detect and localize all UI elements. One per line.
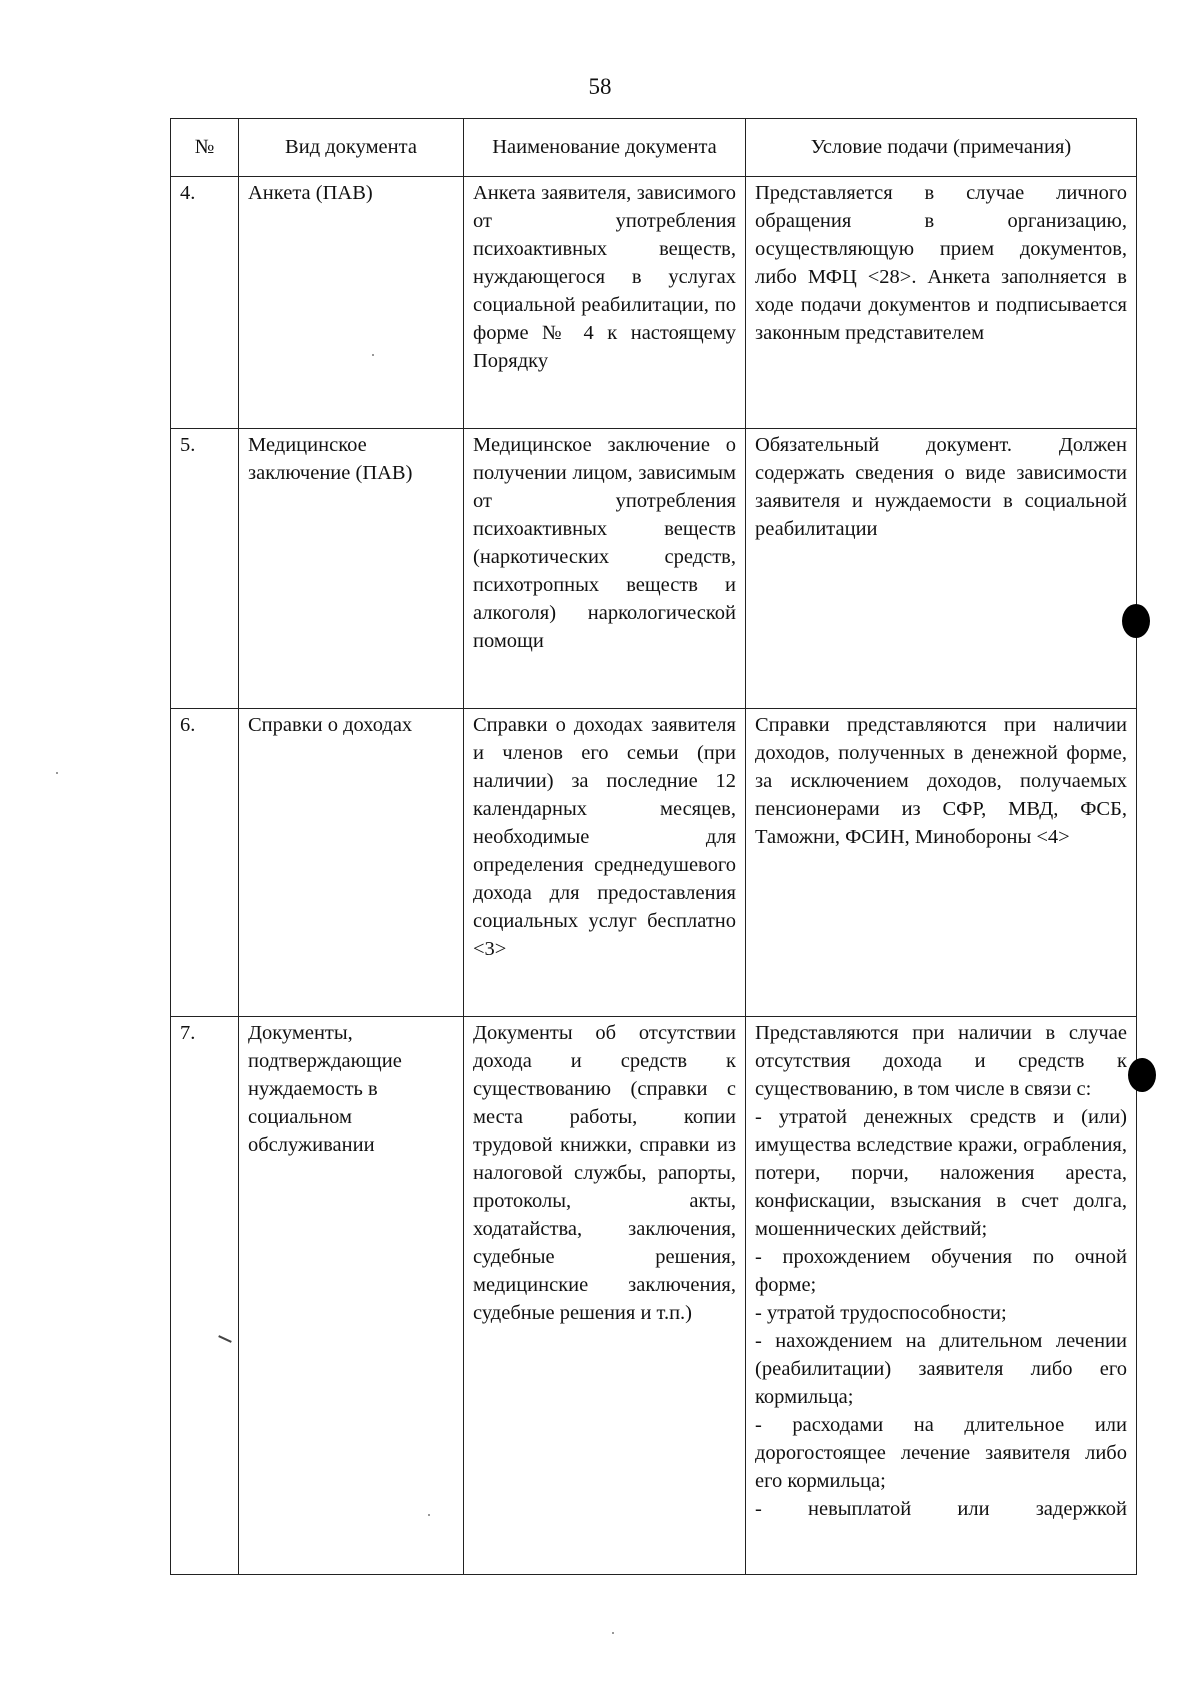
row-name: Анкета заявителя, зависимого от употребления психоактивных веществ, нуждающегося в услугах социальной реабилитации, по форме № 4 к настоящему Порядку <box>464 177 746 429</box>
header-name: Наименование документа <box>464 119 746 177</box>
row-num: 6. <box>171 709 239 1017</box>
row-name: Документы об отсутствии дохода и средств к существованию (справки с места работы, копии трудовой книжки, справки из налоговой службы, рапорты, протоколы, акты, ходатайства, заключения, судебные решения, медицинские заключения, судебные решения и т.п.) <box>464 1017 746 1575</box>
table-row <box>171 709 1137 1017</box>
condition-line: - прохождением обучения по очной форме; <box>755 1246 1127 1296</box>
punch-hole-mark <box>1128 1058 1156 1092</box>
condition-line: Представляются при наличии в случае отсутствия дохода и средств к существованию, в том числе в связи с: <box>755 1022 1127 1100</box>
condition-line: - невыплатой или задержкой <box>755 1498 1127 1520</box>
row-condition: Обязательный документ. Должен содержать сведения о виде зависимости заявителя и нуждаемости в социальной реабилитации <box>746 429 1137 709</box>
table-row <box>171 177 1137 429</box>
condition-line: - утратой денежных средств и (или) имущества вследствие кражи, ограбления, потери, порчи, наложения ареста, конфискации, взыскания в счет долга, мошеннических действий; <box>755 1106 1127 1240</box>
row-condition <box>746 1017 1137 1575</box>
header-kind: Вид документа <box>239 119 464 177</box>
row-condition: Представляется в случае личного обращения в организацию, осуществляющую прием документов, либо МФЦ <28>. Анкета заполняется в ходе подачи документов и подписывается законным представителем <box>746 177 1137 429</box>
row-condition: Справки представляются при наличии доходов, полученных в денежной форме, за исключением доходов, получаемых пенсионерами из СФР, МВД, ФСБ, Таможни, ФСИН, Минобороны <4> <box>746 709 1137 1017</box>
row-kind: Анкета (ПАВ) <box>239 177 464 429</box>
scan-speck <box>56 772 58 774</box>
scan-speck <box>372 354 374 356</box>
condition-line: - расходами на длительное или дорогостоящее лечение заявителя либо его кормильца; <box>755 1414 1127 1492</box>
header-num: № <box>171 119 239 177</box>
row-name: Справки о доходах заявителя и членов его семьи (при наличии) за последние 12 календарных месяцев, необходимые для определения среднедушевого дохода для предоставления социальных услуг бесплатно <3> <box>464 709 746 1017</box>
punch-hole-mark <box>1122 604 1150 638</box>
row-kind: Медицинское заключение (ПАВ) <box>239 429 464 709</box>
row-num: 5. <box>171 429 239 709</box>
table-row <box>171 1017 1137 1575</box>
row-num: 7. <box>171 1017 239 1575</box>
row-kind: Справки о доходах <box>239 709 464 1017</box>
scan-speck <box>612 1632 614 1634</box>
header-condition: Условие подачи (примечания) <box>746 119 1137 177</box>
row-name: Медицинское заключение о получении лицом, зависимым от употребления психоактивных веществ (наркотических средств, психотропных веществ и алкоголя) наркологической помощи <box>464 429 746 709</box>
documents-table <box>170 118 1137 1575</box>
condition-line: - утратой трудоспособности; <box>755 1302 1007 1324</box>
table-row <box>171 429 1137 709</box>
scan-speck <box>428 1514 430 1516</box>
row-num: 4. <box>171 177 239 429</box>
row-kind: Документы, подтверждающие нуждаемость в социальном обслуживании <box>239 1017 464 1575</box>
table-header-row <box>171 119 1137 177</box>
condition-line: - нахождением на длительном лечении (реабилитации) заявителя либо его кормильца; <box>755 1330 1127 1408</box>
page-number: 58 <box>588 74 612 99</box>
